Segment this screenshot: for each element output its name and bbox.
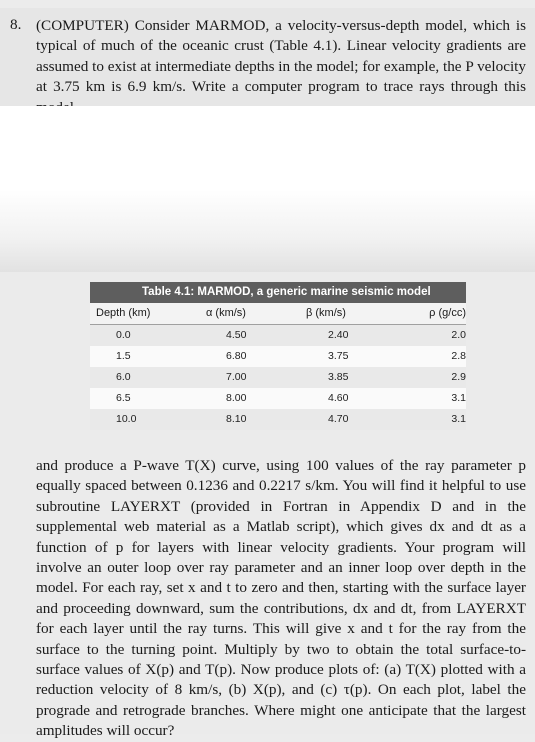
cell-alpha: 6.80 — [226, 350, 247, 362]
table-header — [90, 303, 466, 325]
cell-alpha: 8.00 — [226, 392, 247, 404]
cell-alpha: 4.50 — [226, 329, 247, 341]
header-beta: β (km/s) — [306, 307, 346, 319]
header-alpha: α (km/s) — [206, 307, 246, 319]
cell-rho: 2.8 — [451, 350, 466, 362]
cell-beta: 3.75 — [328, 350, 349, 362]
cell-rho: 2.0 — [451, 329, 466, 341]
cell-rho: 3.1 — [451, 413, 466, 425]
cell-beta: 4.60 — [328, 392, 349, 404]
cell-rho: 2.9 — [451, 371, 466, 383]
cell-beta: 4.70 — [328, 413, 349, 425]
cell-rho: 3.1 — [451, 392, 466, 404]
header-depth: Depth (km) — [96, 307, 151, 319]
page-gap — [0, 106, 535, 190]
table-row — [90, 409, 466, 430]
page-gradient — [0, 190, 535, 272]
cell-depth: 6.5 — [116, 392, 131, 404]
table-row — [90, 346, 466, 367]
cut-off-previous-line — [0, 0, 535, 6]
problem-number: 8. — [10, 16, 22, 33]
header-rho: ρ (g/cc) — [429, 307, 466, 319]
problem-intro-text: (COMPUTER) Consider MARMOD, a velocity-versus-depth model, which is typical of much of the oceanic crust (Table 4.1). Linear velocity gradients are assumed to exist at intermediate depths in the model; for example, the P velocity at 3.75 km is 6.9 km/s. Write a computer program to trace rays through this — [36, 17, 526, 96]
table-row — [90, 367, 466, 388]
cell-depth: 0.0 — [116, 329, 131, 341]
problem-continuation-text: and produce a P-wave T(X) curve, using 100 values of the ray parameter p equally spaced between 0.1236 and 0.2217 s/km. You will find it helpful to use subroutine LAYERXT (provided in Fortran in Appendix D and in the supplemental web material as a Matlab script), which gives dx and dt as a function of p for layers with linear velocity gradients. Your program will involve an outer loop over ray parameter and an inner loop over depth in the model. For each ray, set x and t to zero and then, starting with the surface layer and proceeding downward, sum the contributions, dx and dt, from LAYERXT for each layer until the ray turns. This will give x and t for the ray from the surface to the turning point. Multiply by two to obtain the total surface-to-surface values of X(p) and T(p). Now produce plots of: (a) T(X) plotted with a reduction velocity of 8 km/s, (b) X(p), and (c) τ(p). On each plot, label the prograde and retrograde branches. Where might one anticipate that the largest amplitudes will occur? — [36, 457, 526, 740]
table-row — [90, 325, 466, 346]
table-row — [90, 388, 466, 409]
cell-depth: 1.5 — [116, 350, 131, 362]
cell-alpha: 7.00 — [226, 371, 247, 383]
table-caption: Table 4.1: MARMOD, a generic marine seismic model — [90, 282, 466, 303]
cell-depth: 10.0 — [116, 413, 137, 425]
cell-depth: 6.0 — [116, 371, 131, 383]
marmod-table — [90, 282, 466, 430]
cell-beta: 2.40 — [328, 329, 349, 341]
problem-block — [0, 8, 535, 106]
cell-beta: 3.85 — [328, 371, 349, 383]
cell-alpha: 8.10 — [226, 413, 247, 425]
